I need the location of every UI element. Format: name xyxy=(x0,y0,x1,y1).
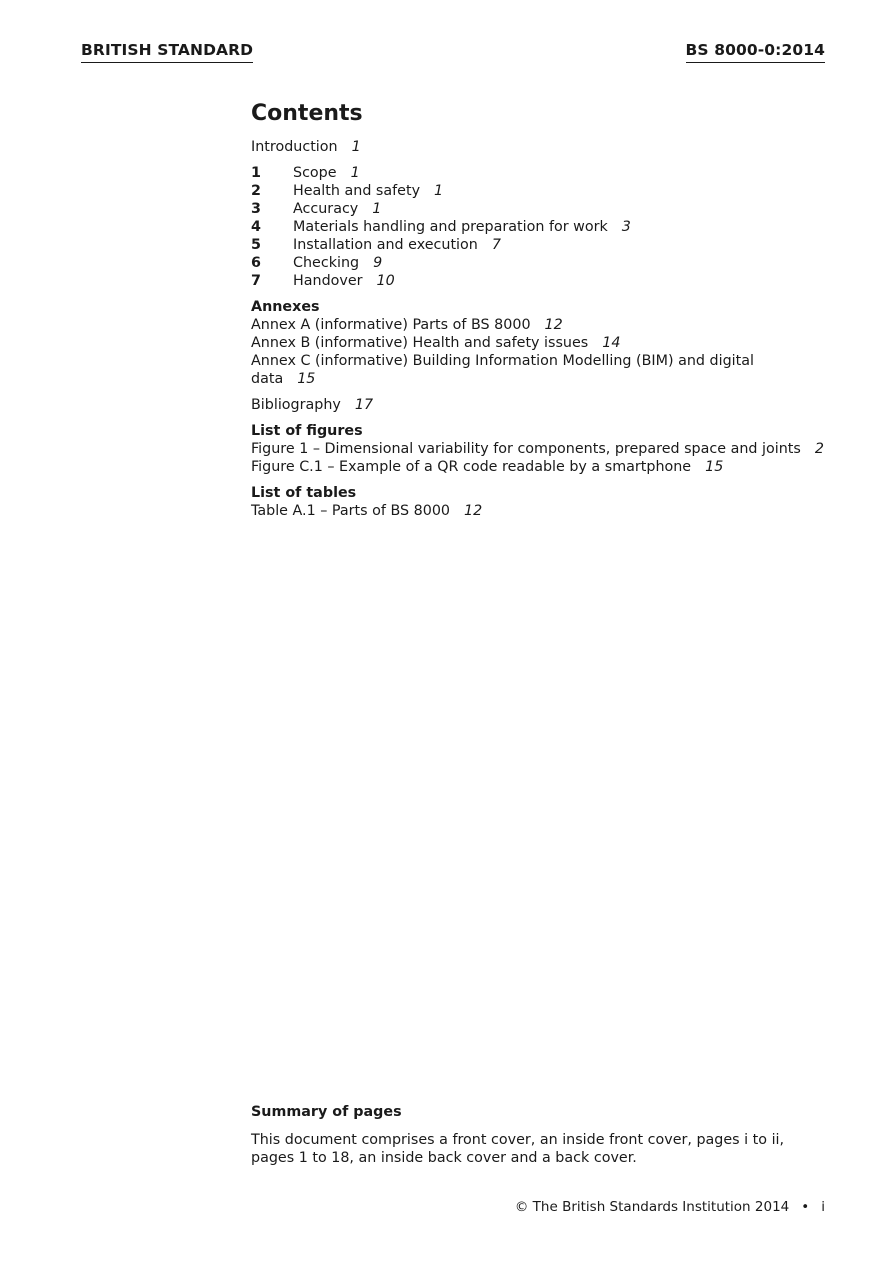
toc-page: 12 xyxy=(464,503,483,519)
toc-page: 3 xyxy=(621,219,631,235)
toc-entry-table[interactable] xyxy=(251,502,841,520)
page-footer xyxy=(515,1198,825,1216)
toc-label: Figure C.1 – Example of a QR code readable by a smartphone xyxy=(251,459,692,475)
clause-number: 1 xyxy=(251,165,261,181)
toc-page: 17 xyxy=(354,397,374,413)
toc-label: Scope xyxy=(293,165,337,181)
toc-entry-clause[interactable] xyxy=(251,272,841,290)
toc-page: 1 xyxy=(350,165,360,181)
toc-entry-figure[interactable] xyxy=(251,440,841,458)
toc-page: 12 xyxy=(544,317,563,333)
clause-number: 4 xyxy=(251,219,261,235)
header-standard-number: BS 8000-0:2014 xyxy=(686,40,825,63)
toc-label: Annex C (informative) Building Information Modelling (BIM) and digital data xyxy=(251,353,754,387)
toc-entry-clause[interactable] xyxy=(251,200,841,218)
toc-label: Figure 1 – Dimensional variability for components, prepared space and joints xyxy=(251,441,801,457)
clause-number: 5 xyxy=(251,237,261,253)
contents-title: Contents xyxy=(251,101,363,126)
toc-entry-clause[interactable] xyxy=(251,236,841,254)
figures-title: List of figures xyxy=(251,423,363,439)
toc-label: Annex A (informative) Parts of BS 8000 xyxy=(251,317,531,333)
toc-label: Annex B (informative) Health and safety issues xyxy=(251,335,589,351)
toc-label: Table A.1 – Parts of BS 8000 xyxy=(251,503,451,519)
clause-number: 7 xyxy=(251,273,261,289)
toc-entry-introduction[interactable] xyxy=(251,138,841,156)
bullet-separator: • xyxy=(801,1199,810,1215)
summary-text: This document comprises a front cover, an inside front cover, pages i to ii, pages 1 to 18, an inside back cover and a back cover. xyxy=(251,1132,785,1166)
toc-page: 2 xyxy=(814,441,824,457)
toc-annexes xyxy=(251,298,841,388)
toc-entry-figure[interactable] xyxy=(251,458,841,476)
toc-figures xyxy=(251,422,841,476)
toc-tables xyxy=(251,484,841,520)
toc-entry-bibliography[interactable] xyxy=(251,396,841,414)
toc-page: 10 xyxy=(376,273,395,289)
page-number: i xyxy=(821,1199,825,1215)
tables-title: List of tables xyxy=(251,485,357,501)
toc-page: 7 xyxy=(491,237,501,253)
toc-label: Checking xyxy=(293,255,360,271)
toc-label: Health and safety xyxy=(293,183,421,199)
clause-number: 6 xyxy=(251,255,261,271)
toc-entry-clause[interactable] xyxy=(251,182,841,200)
header-standard-label: BRITISH STANDARD xyxy=(81,40,253,63)
toc-entry-clause[interactable] xyxy=(251,218,841,236)
toc-entry-annex[interactable] xyxy=(251,334,841,352)
contents-section xyxy=(251,100,841,520)
toc-page: 1 xyxy=(372,201,382,217)
toc-page: 15 xyxy=(705,459,724,475)
toc-page: 15 xyxy=(297,371,316,387)
toc-page: 1 xyxy=(351,139,361,155)
toc-entry-clause[interactable] xyxy=(251,164,841,182)
toc-label: Materials handling and preparation for work xyxy=(293,219,608,235)
toc-clauses xyxy=(251,164,841,290)
toc-entry-annex[interactable] xyxy=(251,316,841,334)
summary-of-pages xyxy=(251,1103,811,1167)
clause-number: 3 xyxy=(251,201,261,217)
toc-label: Installation and execution xyxy=(293,237,478,253)
annexes-title: Annexes xyxy=(251,299,320,315)
toc-entry-clause[interactable] xyxy=(251,254,841,272)
clause-number: 2 xyxy=(251,183,261,199)
toc-label: Bibliography xyxy=(251,397,341,413)
summary-title: Summary of pages xyxy=(251,1104,402,1120)
toc-page: 9 xyxy=(373,255,383,271)
toc-entry-annex[interactable] xyxy=(251,352,781,388)
toc-label: Introduction xyxy=(251,139,338,155)
toc-label: Handover xyxy=(293,273,363,289)
toc-label: Accuracy xyxy=(293,201,359,217)
copyright-notice: © The British Standards Institution 2014 xyxy=(514,1199,790,1215)
toc-page: 14 xyxy=(602,335,621,351)
toc-page: 1 xyxy=(434,183,444,199)
